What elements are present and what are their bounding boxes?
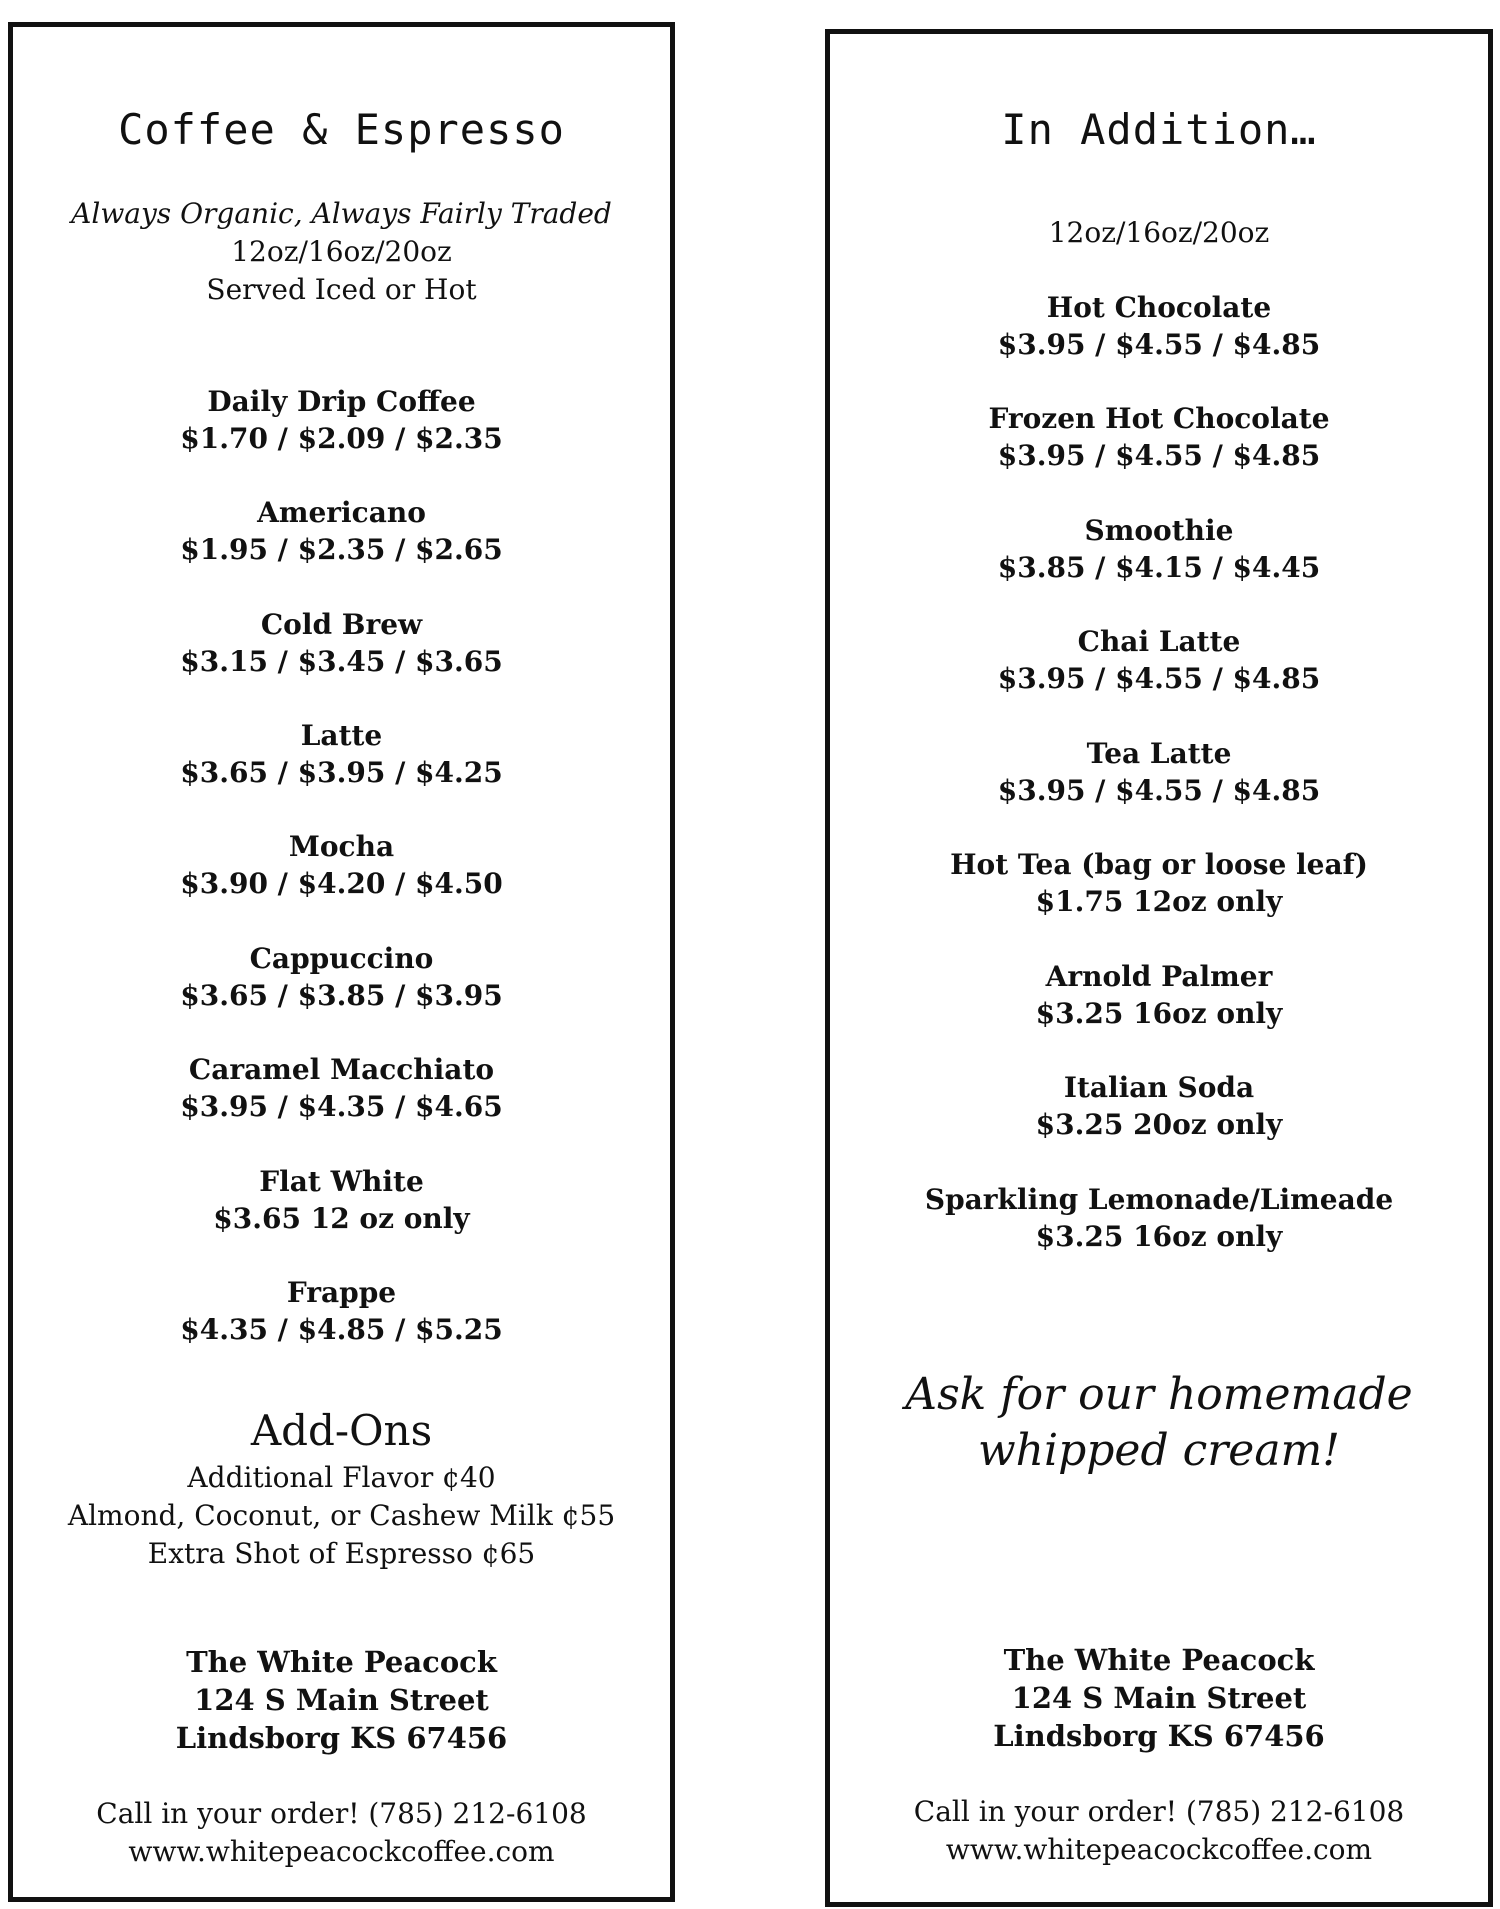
item-price: $3.85 / $4.15 / $4.45 [997,551,1321,584]
menu-item [13,1274,670,1348]
item-price: $4.35 / $4.85 / $5.25 [180,1313,503,1346]
coffee-espresso-panel [8,22,675,1902]
item-price: $3.95 / $4.35 / $4.65 [180,1090,503,1123]
in-addition-panel [825,29,1493,1907]
serving-note: Served Iced or Hot [206,273,477,306]
street-address: 124 S Main Street [1011,1681,1307,1715]
item-name: Frappe [286,1276,397,1309]
menu-item [830,623,1488,697]
item-name: Hot Tea (bag or loose leaf) [950,848,1368,881]
city-address: Lindsborg KS 67456 [175,1721,508,1755]
street-address: 124 S Main Street [194,1683,489,1717]
menu-item [13,717,670,791]
whipped-cream-promo [830,1367,1488,1479]
item-price: $3.95 / $4.55 / $4.85 [997,328,1321,361]
promo-line: Ask for our homemade [905,1369,1413,1420]
size-options: 12oz/16oz/20oz [1048,216,1270,249]
menu-item [13,1051,670,1125]
business-name: The White Peacock [186,1645,497,1679]
addon-line: Additional Flavor ¢40 [187,1461,496,1494]
item-price: $3.95 / $4.55 / $4.85 [997,439,1321,472]
menu-item [830,958,1488,1032]
tagline: Always Organic, Always Fairly Traded [71,197,612,230]
item-name: Chai Latte [1077,625,1241,658]
item-name: Cold Brew [260,608,423,641]
item-price: $3.25 20oz only [1035,1108,1283,1141]
item-name: Smoothie [1084,514,1234,547]
city-address: Lindsborg KS 67456 [993,1719,1325,1753]
promo-line: whipped cream! [978,1425,1340,1476]
item-price: $3.65 / $3.85 / $3.95 [180,979,503,1012]
item-price: $3.65 12 oz only [213,1202,470,1235]
menu-item [830,1069,1488,1143]
item-name: Frozen Hot Chocolate [988,402,1330,435]
business-name: The White Peacock [1003,1643,1315,1677]
item-name: Cappuccino [249,942,434,975]
item-name: Daily Drip Coffee [207,385,476,418]
item-name: Mocha [288,830,395,863]
addons-heading: Add-Ons [250,1406,433,1455]
addon-line: Extra Shot of Espresso ¢65 [147,1537,536,1570]
item-name: Tea Latte [1086,737,1232,770]
item-price: $3.90 / $4.20 / $4.50 [180,867,503,900]
item-price: $1.75 12oz only [1035,885,1283,918]
item-price: $3.65 / $3.95 / $4.25 [180,756,503,789]
item-price: $1.70 / $2.09 / $2.35 [180,422,503,455]
item-name: Arnold Palmer [1045,960,1273,993]
panel-title: Coffee & Espresso [118,105,565,154]
menu-item [13,940,670,1014]
item-name: Americano [257,496,426,529]
menu-item [13,383,670,457]
call-order-line: Call in your order! (785) 212-6108 [913,1795,1405,1828]
menu-item [13,1163,670,1237]
menu-item [830,289,1488,363]
addon-line: Almond, Coconut, or Cashew Milk ¢55 [67,1499,616,1532]
website: www.whitepeacockcoffee.com [128,1835,555,1868]
item-name: Flat White [259,1165,424,1198]
menu-item [13,606,670,680]
item-name: Italian Soda [1063,1071,1255,1104]
call-order-line: Call in your order! (785) 212-6108 [96,1797,587,1830]
item-name: Caramel Macchiato [188,1053,495,1086]
item-name: Latte [300,719,383,752]
menu-item [830,512,1488,586]
size-options: 12oz/16oz/20oz [231,235,452,268]
menu-item [830,400,1488,474]
website: www.whitepeacockcoffee.com [945,1833,1373,1866]
item-price: $3.95 / $4.55 / $4.85 [997,774,1321,807]
panel-title: In Addition… [1001,105,1317,154]
item-price: $3.25 16oz only [1035,997,1283,1030]
item-price: $3.15 / $3.45 / $3.65 [180,645,503,678]
menu-item [830,735,1488,809]
item-price: $3.95 / $4.55 / $4.85 [997,662,1321,695]
menu-item [830,1181,1488,1255]
menu-item [13,494,670,568]
item-price: $1.95 / $2.35 / $2.65 [180,533,503,566]
item-price: $3.25 16oz only [1035,1220,1283,1253]
item-name: Sparkling Lemonade/Limeade [924,1183,1394,1216]
item-name: Hot Chocolate [1046,291,1272,324]
menu-item [13,828,670,902]
menu-item [830,846,1488,920]
